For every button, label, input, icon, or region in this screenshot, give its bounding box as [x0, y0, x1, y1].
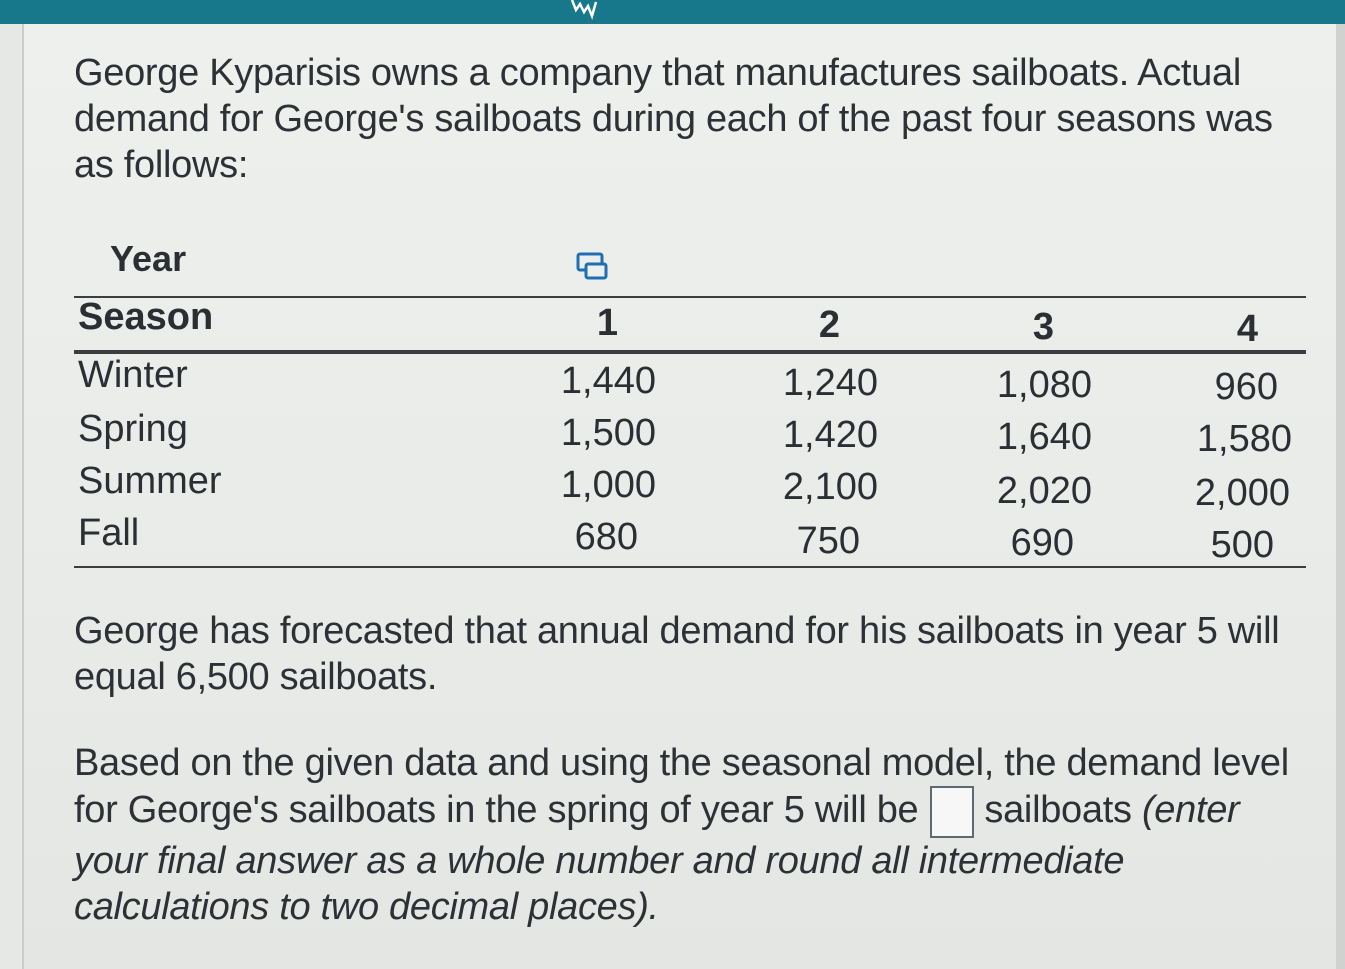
answer-unit: sailboats: [984, 789, 1132, 832]
season-label: Winter: [78, 354, 188, 396]
demand-cell: 1,640: [996, 416, 1092, 458]
season-label: Spring: [78, 408, 188, 450]
demand-cell: 960: [1214, 366, 1278, 408]
rounding-note: (enter your final answer as a whole number and round all intermediate calculations to two decimal places).: [74, 789, 1240, 928]
season-label: Summer: [78, 460, 222, 502]
demand-cell: 2,020: [996, 470, 1092, 512]
demand-cell: 1,500: [560, 412, 656, 454]
demand-cell: 1,240: [782, 362, 878, 404]
year-column-header: 2: [818, 304, 840, 346]
demand-cell: 1,580: [1196, 418, 1292, 460]
top-bar: [0, 0, 1345, 24]
copy-icon[interactable]: [576, 252, 610, 282]
season-label: Fall: [78, 512, 140, 554]
answer-input[interactable]: [930, 786, 974, 838]
demand-cell: 1,080: [996, 364, 1092, 406]
demand-cell: 2,000: [1194, 472, 1290, 514]
forecast-text: George has forecasted that annual demand for his sailboats in year 5 will equal 6,500 sailboats.: [74, 610, 1280, 698]
question-lead: Based on the given data and using the seasonal model, the demand level for George's sailboats in the spring of year 5 will be: [74, 742, 1289, 832]
demand-cell: 680: [574, 516, 638, 558]
year-header: Year: [110, 238, 187, 279]
season-header: Season: [78, 296, 214, 338]
demand-cell: 1,000: [560, 464, 656, 506]
demand-cell: 2,100: [782, 466, 878, 508]
hand-cursor-icon: [566, 0, 602, 22]
year-column-header: 1: [596, 302, 618, 344]
demand-cell: 750: [796, 520, 860, 562]
table-top-rule: [74, 296, 1306, 298]
demand-cell: 500: [1210, 524, 1274, 566]
demand-cell: 1,440: [560, 360, 656, 402]
year-column-header: 4: [1236, 308, 1258, 350]
table-bottom-rule: [74, 566, 1306, 568]
demand-cell: 1,420: [782, 414, 878, 456]
year-column-header: 3: [1032, 306, 1054, 348]
question-text: [74, 740, 1314, 930]
demand-cell: 690: [1010, 522, 1074, 564]
right-border: [1336, 24, 1345, 969]
intro-text: George Kyparisis owns a company that manufactures sailboats. Actual demand for George's sailboats during each of the past four seasons was as follows:: [74, 52, 1273, 186]
